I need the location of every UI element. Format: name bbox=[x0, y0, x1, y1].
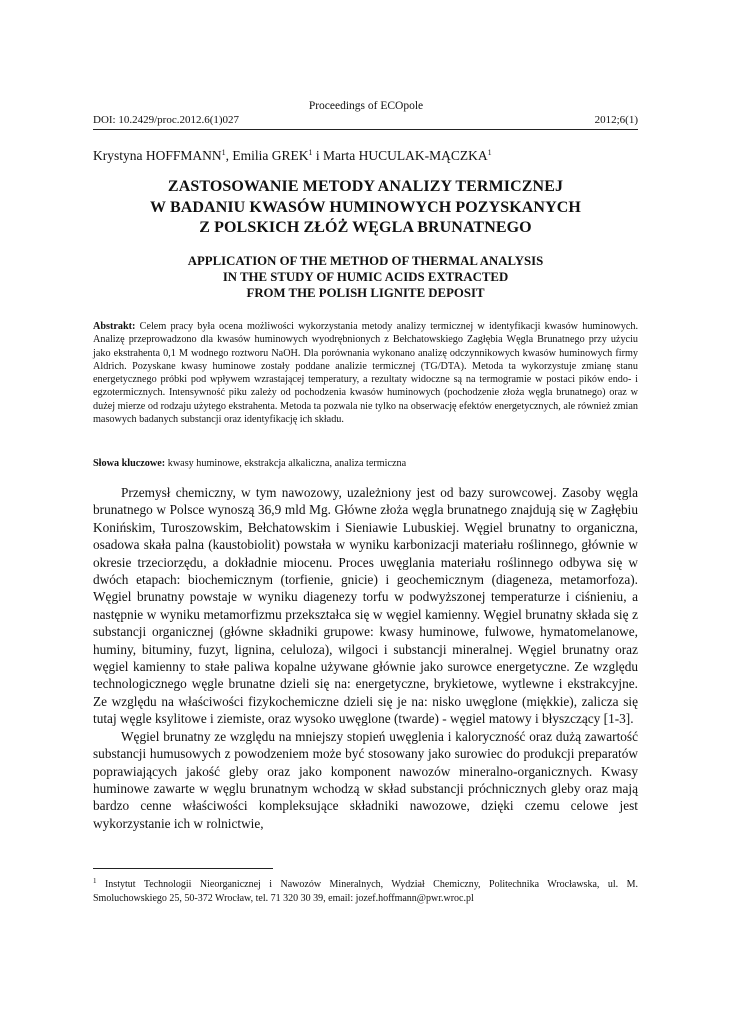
abstract-label: Abstrakt: bbox=[93, 321, 136, 332]
keywords-label: Słowa kluczowe: bbox=[93, 458, 166, 469]
paragraph: Węgiel brunatny ze względu na mniejszy stopień uwęglenia i kaloryczność oraz dużą zawartość substancji humusowych z powodzeniem może być stosowany jako surowiec do produkcji preparatów poprawiających jakość gleby oraz jako komponent nawozów mineralno-organicznych. Kwasy huminowe zawarte w węglu brunatnym wchodzą w skład substancji próchnicznych gleby oraz mają bardzo cenne właściwości kompleksujące składniki nawozowe, dzięki czemu celowe jest wykorzystanie ich w rolnictwie, bbox=[93, 728, 638, 831]
title-english bbox=[93, 253, 638, 301]
footnote-divider bbox=[93, 868, 273, 869]
title-line: W BADANIU KWASÓW HUMINOWYCH POZYSKANYCH bbox=[150, 198, 581, 216]
abstract bbox=[93, 320, 638, 426]
paragraph: Przemysł chemiczny, w tym nawozowy, uzależniony jest od bazy surowcowej. Zasoby węgla brunatnego w Polsce wynoszą 36,9 mld Mg. Główne złoża węgla brunatnego znajdują się w Zagłębiu Konińskim, Turoszowskim, Bełchatowskim i Sieniawie Lubuskiej. Węgiel brunatny to organiczna, osadowa skała palna (kaustobiolit) powstała w wyniku karbonizacji materiału roślinnego, głównie w okresie trzeciorzędu, a dokładnie miocenu. Proces uwęglania materiału roślinnego odbywa się w dwóch etapach: biochemicznym (torfienie, gnicie) i geochemicznym (diageneza, metamorfoza). Węgiel brunatny powstaje w wyniku diagenezy torfu w podwyższonej temperaturze i ciśnieniu, a następnie w wyniku metamorfizmu przekształca się w węgiel kamienny. Węgiel brunatny składa się z substancji organicznej (główne składniki grupowe: kwasy huminowe, fulwowe, hymatomelanowe, huminy, bituminy, fuzyt, lignina, celuloza), wilgoci i substancji mineralnej. Węgiel brunatny oraz węgiel kamienny to stałe paliwa kopalne używane głównie jako surowce energetyczne. Ze względu technologicznego węgle brunatne dzieli się na: energetyczne, brykietowe, wytlewne i ekstrakcyjne. Ze względu na właściwości fizykochemiczne dzieli się je na: nisko uwęglone (miękkie), zalicza się tutaj węgle ksylitowe i ziemiste, oraz wysoko uwęglone (twarde) - węgiel matowy i błyszczący [1-3]. bbox=[93, 485, 638, 727]
affiliation-marker: 1 bbox=[487, 148, 492, 157]
footnote-marker: 1 bbox=[93, 877, 97, 885]
affiliation-marker: 1 bbox=[221, 148, 226, 157]
keywords-text: kwasy huminowe, ekstrakcja alkaliczna, analiza termiczna bbox=[165, 458, 407, 469]
title-line: ZASTOSOWANIE METODY ANALIZY TERMICZNEJ bbox=[167, 178, 564, 195]
title-line: IN THE STUDY OF HUMIC ACIDS EXTRACTED bbox=[222, 270, 509, 284]
keywords bbox=[93, 458, 638, 469]
title-line: FROM THE POLISH LIGNITE DEPOSIT bbox=[246, 286, 485, 300]
author-name: i Marta HUCULAK-MĄCZKA bbox=[312, 148, 488, 163]
author-name: , Emilia GREK bbox=[225, 148, 309, 163]
footnote bbox=[93, 874, 638, 906]
affiliation-marker: 1 bbox=[308, 148, 313, 157]
doi: DOI: 10.2429/proc.2012.6(1)027 bbox=[93, 114, 240, 126]
author-list bbox=[93, 148, 638, 164]
title-line: APPLICATION OF THE METHOD OF THERMAL ANALYSIS bbox=[187, 254, 544, 268]
title-line: Z POLSKICH ZŁÓŻ WĘGLA BRUNATNEGO bbox=[199, 219, 532, 236]
title-polish bbox=[93, 177, 638, 239]
author-name: Krystyna HOFFMANN bbox=[93, 148, 222, 163]
journal-name: Proceedings of ECOpole bbox=[308, 100, 424, 112]
doi-header bbox=[93, 114, 638, 130]
abstract-text: Celem pracy była ocena możliwości wykorzystania metody analizy termicznej w identyfikacji kwasów huminowych. Analizę przeprowadzono dla kwasów huminowych wyodrębnionych z Bełchatowskiego Zagłębia Węgla Brunatnego przy użyciu jako ekstrahenta 0,1 M wodnego roztworu NaOH. Dla porównania wykonano analizę odczynnikowych kwasów huminowych firmy Aldrich. Pozyskane kwasy huminowe zostały poddane analizie termicznej (TG/DTA). Metoda ta wykorzystuje zmianę stanu energetycznego próbki pod wpływem wzrastającej temperatury, a rezultaty widoczne są na termogramie w postaci pików endo- i egzotermicznych. Intensywność piku zależy od pochodzenia kwasów huminowych (pochodzenie złoża węgla brunatnego) oraz w dużej mierze od rodzaju użytego ekstrahenta. Metoda ta pozwala nie tylko na obserwację efektów energetycznych, ale również zmian masowych badanych substancji oraz identyfikację ich składu. bbox=[93, 321, 638, 426]
footnote-text: Instytut Technologii Nieorganicznej i Nawozów Mineralnych, Wydział Chemiczny, Politechnika Wrocławska, ul. M. Smoluchowskiego 25, 50-372 Wrocław, tel. 71 320 30 39, email: jozef.hoffmann@pwr.wroc.pl bbox=[93, 879, 638, 904]
body-text bbox=[93, 484, 638, 832]
volume-info: 2012;6(1) bbox=[594, 114, 638, 126]
